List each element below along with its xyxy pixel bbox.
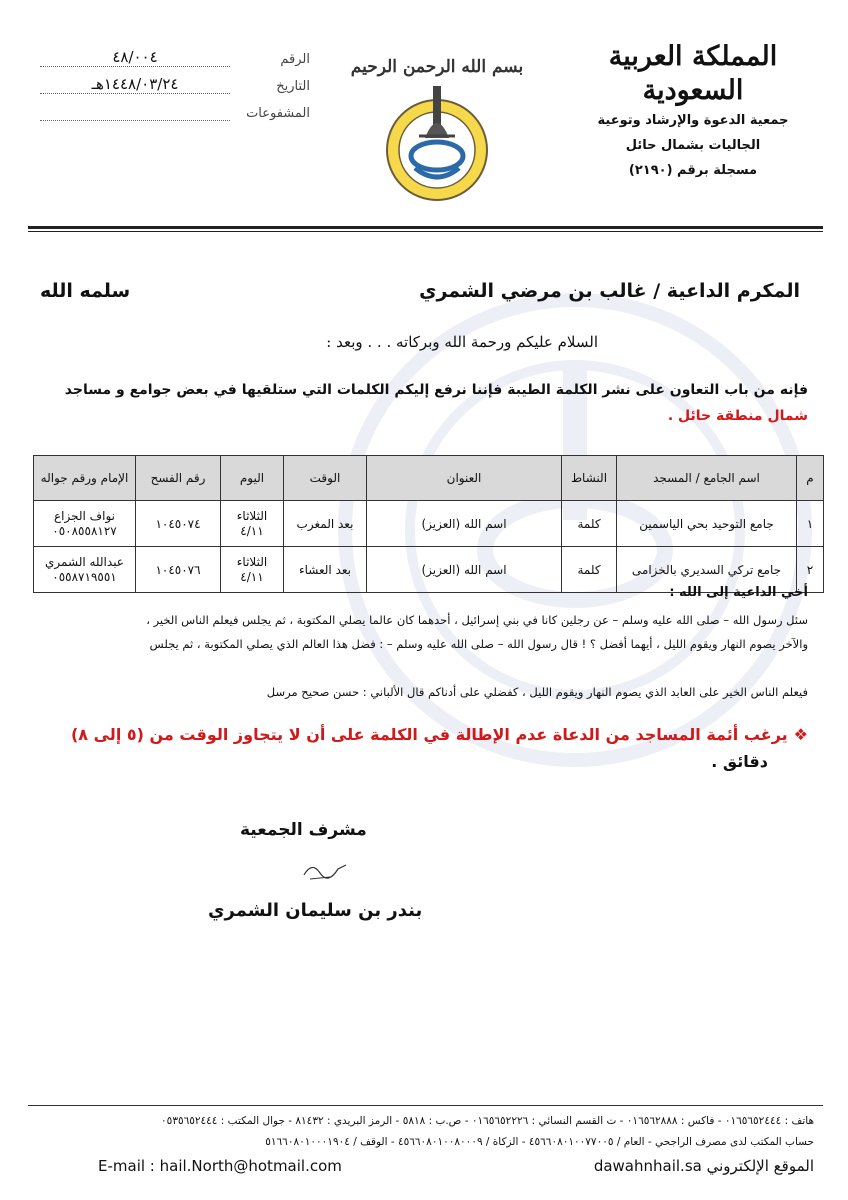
supervisor-title: مشرف الجمعية [240, 820, 367, 840]
duration-note-end: دقائق . [711, 752, 768, 771]
talk-time: بعد العشاء [284, 547, 367, 593]
talk-title: اسم الله (العزيز) [367, 501, 562, 547]
col-header-title: العنوان [367, 456, 562, 501]
row-number: ١ [797, 501, 824, 547]
day-date: ٤/١١ [240, 569, 264, 584]
col-header-permit: رقم الفسح [136, 456, 221, 501]
org-line-1: جمعية الدعوة والإرشاد وتوعية [597, 113, 789, 128]
col-header-mosque: اسم الجامع / المسجد [617, 456, 797, 501]
imam-phone: ٠٥٠٨٥٥٨١٢٧ [52, 523, 117, 538]
org-line-3: مسجلة برقم (٢١٩٠) [628, 163, 758, 178]
imam-cell [34, 501, 136, 547]
imam-name: نواف الجزاع [54, 508, 115, 523]
hadith-heading: أخي الداعية إلى الله : [669, 585, 808, 600]
org-title: المملكة العربية السعودية [608, 41, 778, 106]
org-logo [350, 38, 524, 208]
addressee-name: المكرم الداعية / غالب بن مرضي الشمري [419, 280, 800, 302]
footer-website-label: الموقع الإلكتروني [706, 1157, 814, 1175]
table-row [34, 501, 824, 547]
hadith-line-1: سئل رسول الله – صلى الله عليه وسلم – عن رجلين كانا في بني إسرائيل ، أحدهما كان عالما يصلي المكتوبة ، ثم يجلس فيعلم الناس الخير ، [146, 613, 808, 627]
duration-note-text: يرغب أئمة المساجد من الدعاة عدم الإطالة في الكلمة على أن لا يتجاوز الوقت من (٥ إلى ٨) [70, 725, 788, 744]
signature [300, 855, 350, 885]
duration-note [23, 722, 808, 748]
header-divider [28, 226, 823, 229]
intro-text-red: شمال منطقة حائل . [667, 408, 808, 424]
schedule-table [33, 455, 824, 593]
talk-title: اسم الله (العزيز) [367, 547, 562, 593]
addressee-salutation: سلمه الله [40, 280, 131, 302]
logo-emblem-icon [350, 38, 524, 208]
greeting: السلام عليكم ورحمة الله وبركاته . . . وبعد : [326, 333, 598, 351]
col-header-number: م [797, 456, 824, 501]
mosque-name: جامع التوحيد بحي الياسمين [617, 501, 797, 547]
supervisor-name: بندر بن سليمان الشمري [208, 900, 423, 921]
attachments-label: المشفوعات [246, 106, 310, 121]
header-divider-thin [28, 231, 823, 232]
attachments-value [40, 104, 230, 121]
imam-phone: ٠٥٥٨٧١٩٥٥١ [52, 569, 117, 584]
ref-label: الرقم [280, 52, 310, 67]
org-header [578, 40, 808, 183]
footer-contacts: هاتف : ٠١٦٥٦٥٢٤٤٤ - فاكس : ٠١٦٥٦٢٨٨٨ - ت القسم النسائي : ٠١٦٥٦٥٢٢٢٦ - ص.ب : ٥٨١٨ - الرمز البريدي : ٨١٤٣٢ - جوال المكتب : ٠٥٣٥٦٥٢٤٤٤ [161, 1115, 814, 1127]
footer-divider [28, 1105, 823, 1106]
ref-row [40, 40, 310, 67]
day-name: الثلاثاء [236, 554, 268, 569]
date-value: ١٤٤٨/٠٣/٢٤هـ [40, 77, 230, 94]
footer-email: E-mail : hail.North@hotmail.com [98, 1157, 342, 1175]
talk-day [221, 547, 284, 593]
date-row [40, 67, 310, 94]
attachments-row [40, 94, 310, 121]
footer-website [594, 1157, 814, 1175]
day-date: ٤/١١ [240, 523, 264, 538]
intro-text: فإنه من باب التعاون على نشر الكلمة الطيبة فإننا نرفع إليكم الكلمات التي ستلقيها في بعض جوامع و مساجد [64, 382, 808, 398]
hadith-line-3: فيعلم الناس الخير على العابد الذي يصوم النهار ويقوم الليل ، كفضلي على أدناكم قال الألباني : حسن صحيح مرسل [266, 685, 808, 699]
col-header-day: اليوم [221, 456, 284, 501]
col-header-imam: الإمام ورقم جواله [34, 456, 136, 501]
row-number: ٢ [797, 547, 824, 593]
col-header-activity: النشاط [562, 456, 617, 501]
imam-name: عبدالله الشمري [45, 554, 124, 569]
org-line-2: الجاليات بشمال حائل [625, 138, 761, 153]
table-header-row [34, 456, 824, 501]
ref-value: ٤٨/٠٠٤ [40, 50, 230, 67]
addressee-line [40, 280, 800, 302]
hadith-text [23, 608, 808, 656]
activity: كلمة [562, 547, 617, 593]
date-label: التاريخ [276, 79, 310, 94]
mosque-name: جامع تركي السديري بالخزامى [617, 547, 797, 593]
reference-block [40, 40, 310, 121]
footer-website-url: dawahnhail.sa [593, 1157, 702, 1175]
activity: كلمة [562, 501, 617, 547]
basmala: بسم الله الرحمن الرحيم [350, 57, 524, 77]
permit-number: ١٠٤٥٠٧٦ [136, 547, 221, 593]
imam-cell [34, 547, 136, 593]
col-header-time: الوقت [284, 456, 367, 501]
talk-time: بعد المغرب [284, 501, 367, 547]
day-name: الثلاثاء [236, 508, 268, 523]
intro-paragraph [23, 377, 808, 429]
permit-number: ١٠٤٥٠٧٤ [136, 501, 221, 547]
signature-icon [300, 855, 350, 885]
hadith-line-2: والآخر يصوم النهار ويقوم الليل ، أيهما أفضل ؟ ! قال رسول الله – صلى الله عليه وسلم – : فضل هذا العالم الذي يصلي المكتوبة ، ثم يجلس [149, 637, 808, 651]
diamond-bullet-icon: ❖ [793, 725, 808, 744]
footer-bank-accounts: حساب المكتب لدى مصرف الراجحي - العام / ٤٥٦٦٠٨٠١٠٠٧٧٠٠٥ - الزكاة / ٤٥٦٦٠٨٠١٠٠٨٠٠٠٩ - الوقف / ٥١٦٦٠٨٠١٠٠٠١٩٠٤ [265, 1136, 814, 1148]
talk-day [221, 501, 284, 547]
